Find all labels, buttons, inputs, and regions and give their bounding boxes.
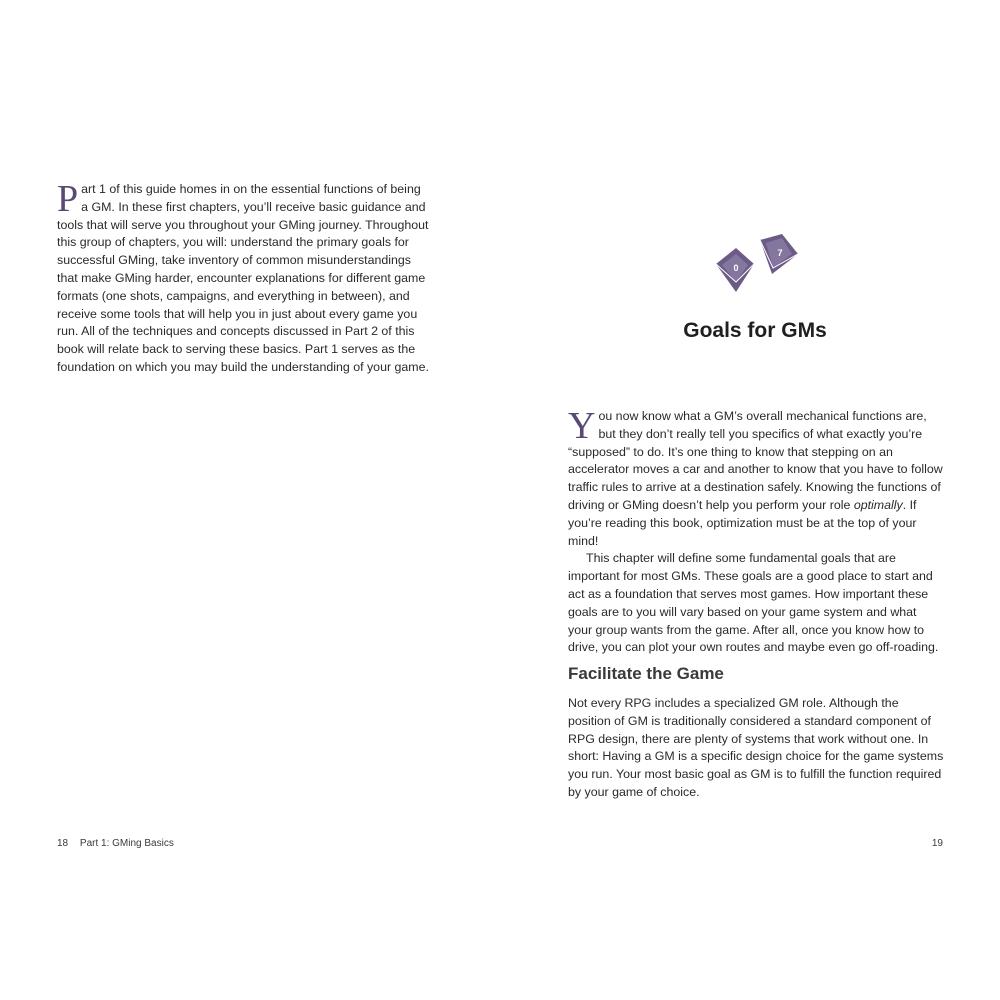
footer-section-label: Part 1: GMing Basics — [79, 838, 174, 849]
chapter-title: Goals for GMs — [683, 319, 827, 342]
d10-die-right — [760, 234, 798, 274]
intro-p1-after: . If you’re reading this book, optimization must be at the top of your mind! — [568, 497, 917, 548]
dropcap-y: Y — [568, 405, 596, 447]
dropcap-p: P — [57, 178, 79, 220]
section-paragraph-1: Not every RPG includes a specialized GM role. Although the position of GM is traditionally considered a standard component of RPG design, there are plenty of systems that work without one. In short: Having a GM is a specific design choice for the game systems you run. Your most basic goal as GM is to fulfill the function required by your game of choice. — [568, 696, 944, 799]
intro-p1-emphasis: optimally — [853, 497, 903, 512]
dice-icon — [710, 230, 802, 296]
left-footer — [57, 838, 174, 849]
die-left-face: 0 — [733, 263, 739, 273]
section-body — [568, 695, 944, 802]
d10-die-left — [716, 248, 754, 292]
intro-paragraph-1 — [568, 405, 944, 550]
part-intro-text — [57, 178, 429, 377]
right-footer — [932, 838, 943, 849]
right-page-number: 19 — [931, 838, 943, 849]
chapter-intro-text — [568, 405, 944, 657]
left-page-number: 18 — [57, 838, 69, 849]
die-right-face: 7 — [777, 248, 783, 258]
part-intro-paragraph — [57, 178, 429, 377]
part-intro-body: art 1 of this guide homes in on the essential functions of being a GM. In these first chapters, you’ll receive basic guidance and tools that will serve you throughout your GMing journey. Throughout this group of chapters, you will: understand the primary goals for successful GMing, take inventory of common misunderstandings that make GMing harder, encounter explanations for different game formats (one shots, campaigns, and everything in between), and receive some tools that will help you in just about every game you run. All of the techniques and concepts discussed in Part 2 of this book will relate back to serving these basics. Part 1 serves as the foundation on which you may build the understanding of your game. — [57, 182, 429, 374]
intro-paragraph-2: This chapter will define some fundamental goals that are important for most GMs. These goals are a good place to start and act as a foundation that serves most games. How important these goals are to you will vary based on your game system and what your group wants from the game. After all, once you know how to drive, you can plot your own routes and maybe even go off-roading. — [568, 551, 939, 655]
right-page — [500, 0, 1000, 1000]
intro-p1-before: ou now know what a GM’s overall mechanical functions are, but they don’t really tell you specifics of what exactly you’re “supposed” to do. It’s one thing to know that stepping on an accelerator moves a car and another to know that you have to follow traffic rules to arrive at a destination safely. Knowing the functions of driving or GMing doesn’t help you perform your role — [568, 409, 943, 512]
section-heading: Facilitate the Game — [568, 664, 724, 683]
